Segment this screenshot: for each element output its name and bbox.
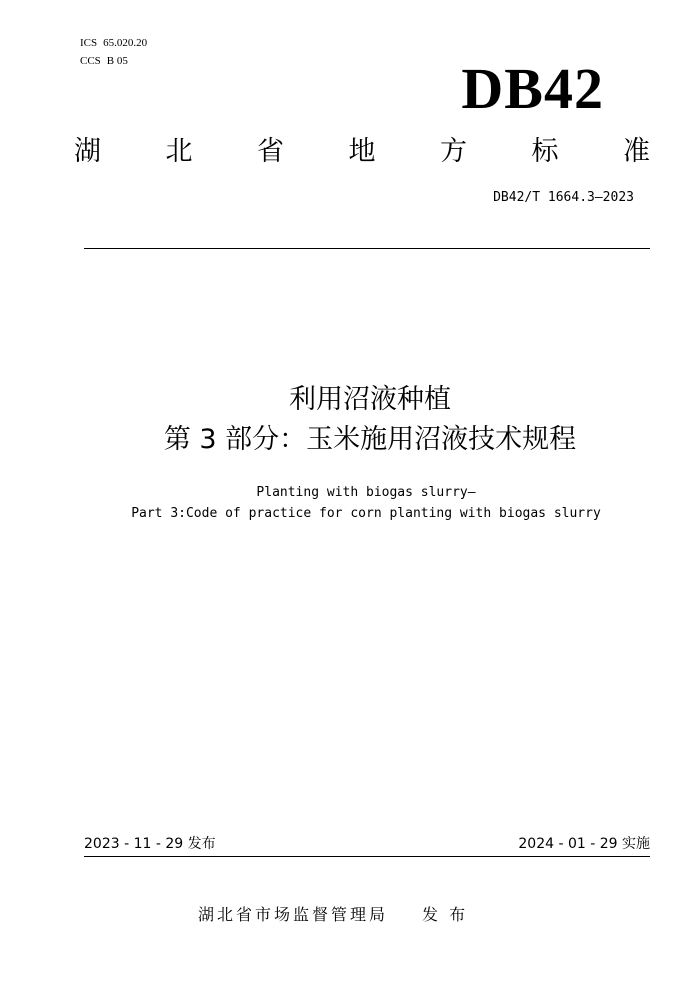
standard-type-char: 省 — [257, 136, 284, 167]
dates-row — [84, 834, 650, 854]
ics-code: 65.020.20 — [103, 37, 148, 49]
standard-type — [74, 134, 650, 170]
ccs-code: B 05 — [106, 55, 128, 67]
top-divider — [84, 248, 650, 249]
standard-type-char: 准 — [623, 136, 650, 167]
bottom-divider — [84, 856, 650, 857]
standard-type-char: 北 — [165, 136, 193, 167]
standard-type-char: 地 — [348, 136, 376, 167]
chinese-title — [0, 380, 700, 460]
ics-label: ICS — [80, 37, 98, 49]
standard-number: DB42/T 1664.3—2023 — [493, 190, 634, 205]
english-title-line1: Planting with biogas slurry— — [256, 485, 476, 500]
english-title — [0, 482, 700, 524]
chinese-title-line1: 利用沼液种植 — [289, 384, 451, 415]
ccs-row — [80, 52, 147, 70]
implementation-date: 2024 - 01 - 29 实施 — [518, 836, 650, 852]
ics-row — [80, 34, 147, 52]
issuer-name: 湖北省市场监督管理局 — [198, 905, 389, 924]
english-title-line2: Part 3:Code of practice for corn planting with biogas slurry — [131, 506, 601, 521]
standard-type-char: 湖 — [74, 136, 101, 167]
issuer — [198, 902, 468, 925]
ccs-label: CCS — [80, 55, 101, 67]
chinese-title-line2: 第 3 部分：玉米施用沼液技术规程 — [163, 424, 577, 455]
issue-date: 2023 - 11 - 29 发布 — [84, 836, 216, 852]
standard-type-char: 方 — [440, 136, 467, 167]
issuer-action: 发 布 — [422, 905, 469, 924]
classification-codes — [80, 34, 147, 70]
db-logo: DB42 — [461, 56, 604, 121]
standard-type-char: 标 — [531, 136, 559, 167]
